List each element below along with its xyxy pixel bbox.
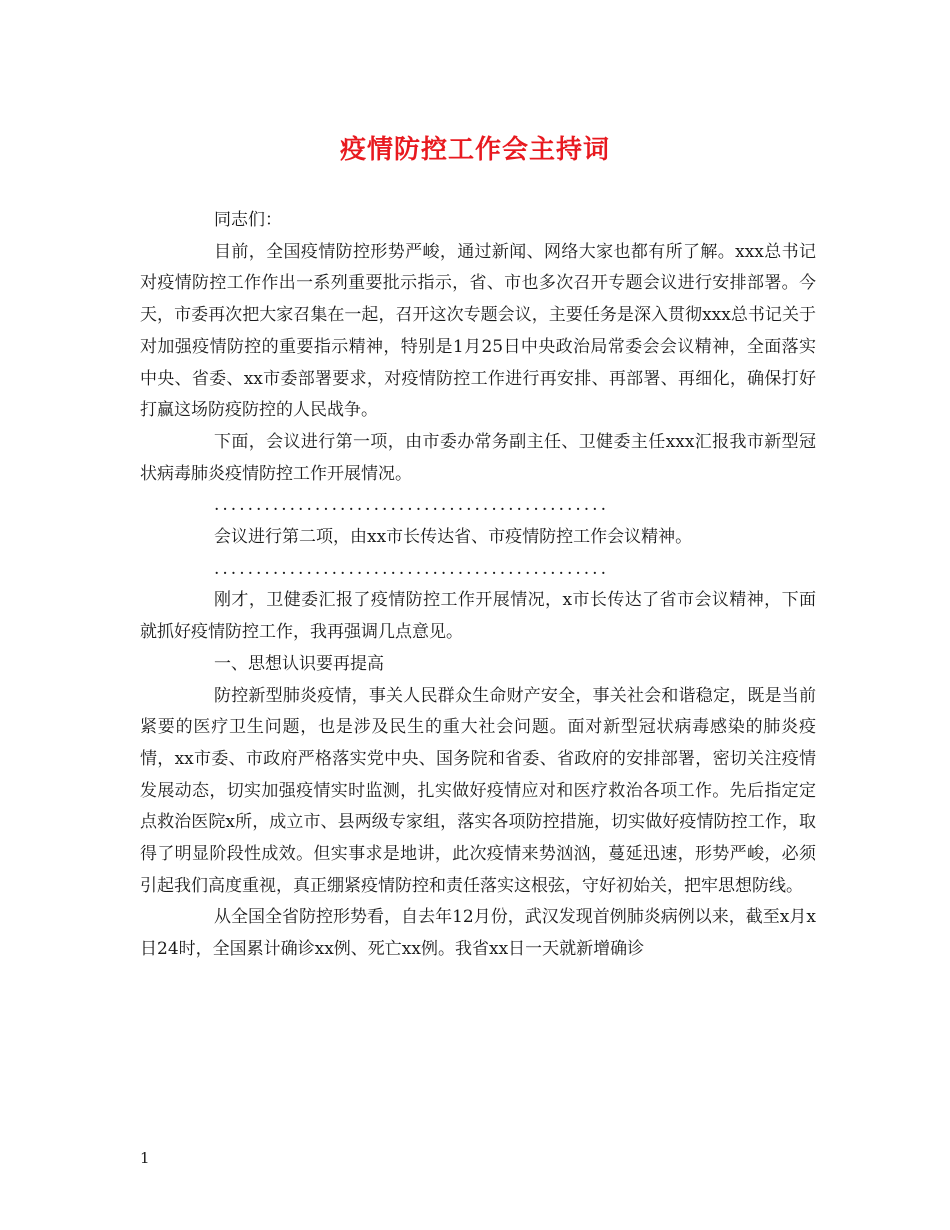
paragraph-intro: 目前，全国疫情防控形势严峻，通过新闻、网络大家也都有所了解。xxx总书记对疫情防控工作作出一系列重要批示指示，省、市也多次召开专题会议进行安排部署。今天，市委再次把大家召集在一起，召开这次专题会议，主要任务是深入贯彻xxx总书记关于对加强疫情防控的重要指示精神，特别是1月25日中央政治局常委会会议精神，全面落实中央、省委、xx市委部署要求，对疫情防控工作进行再安排、再部署、再细化，确保打好打赢这场防疫防控的人民战争。 — [140, 241, 816, 421]
paragraph-situation: 从全国全省防控形势看，自去年12月份，武汉发现首例肺炎病例以来，截至x月x日24时，全国累计确诊xx例、死亡xx例。我省xx日一天就新增确诊 — [140, 907, 816, 960]
paragraph-item-one: 下面，会议进行第一项，由市委办常务副主任、卫健委主任xxx汇报我市新型冠状病毒肺炎疫情防控工作开展情况。 — [140, 431, 816, 484]
document-body — [140, 205, 816, 966]
document-title: 疫情防控工作会主持词 — [339, 135, 610, 165]
ellipsis-divider: ............................................... — [214, 495, 609, 516]
ellipsis-divider: ............................................... — [214, 558, 609, 579]
page-number: 1 — [140, 1149, 150, 1167]
section-heading: 一、思想认识要再提高 — [214, 653, 384, 674]
paragraph-transition: 刚才，卫健委汇报了疫情防控工作开展情况，x市长传达了省市会议精神，下面就抓好疫情防控工作，我再强调几点意见。 — [140, 590, 816, 643]
paragraph-item-two: 会议进行第二项，由xx市长传达省、市疫情防控工作会议精神。 — [214, 527, 693, 548]
salutation: 同志们： — [214, 210, 282, 230]
paragraph-section-one: 防控新型肺炎疫情，事关人民群众生命财产安全，事关社会和谐稳定，既是当前紧要的医疗卫生问题，也是涉及民生的重大社会问题。面对新型冠状病毒感染的肺炎疫情，xx市委、市政府严格落实党中央、国务院和省委、省政府的安排部署，密切关注疫情发展动态，切实加强疫情实时监测，扎实做好疫情应对和医疗救治各项工作。先后指定定点救治医院x所，成立市、县两级专家组，落实各项防控措施，切实做好疫情防控工作，取得了明显阶段性成效。但实事求是地讲，此次疫情来势汹汹，蔓延迅速，形势严峻，必须引起我们高度重视，真正绷紧疫情防控和责任落实这根弦，守好初始关，把牢思想防线。 — [140, 685, 816, 896]
